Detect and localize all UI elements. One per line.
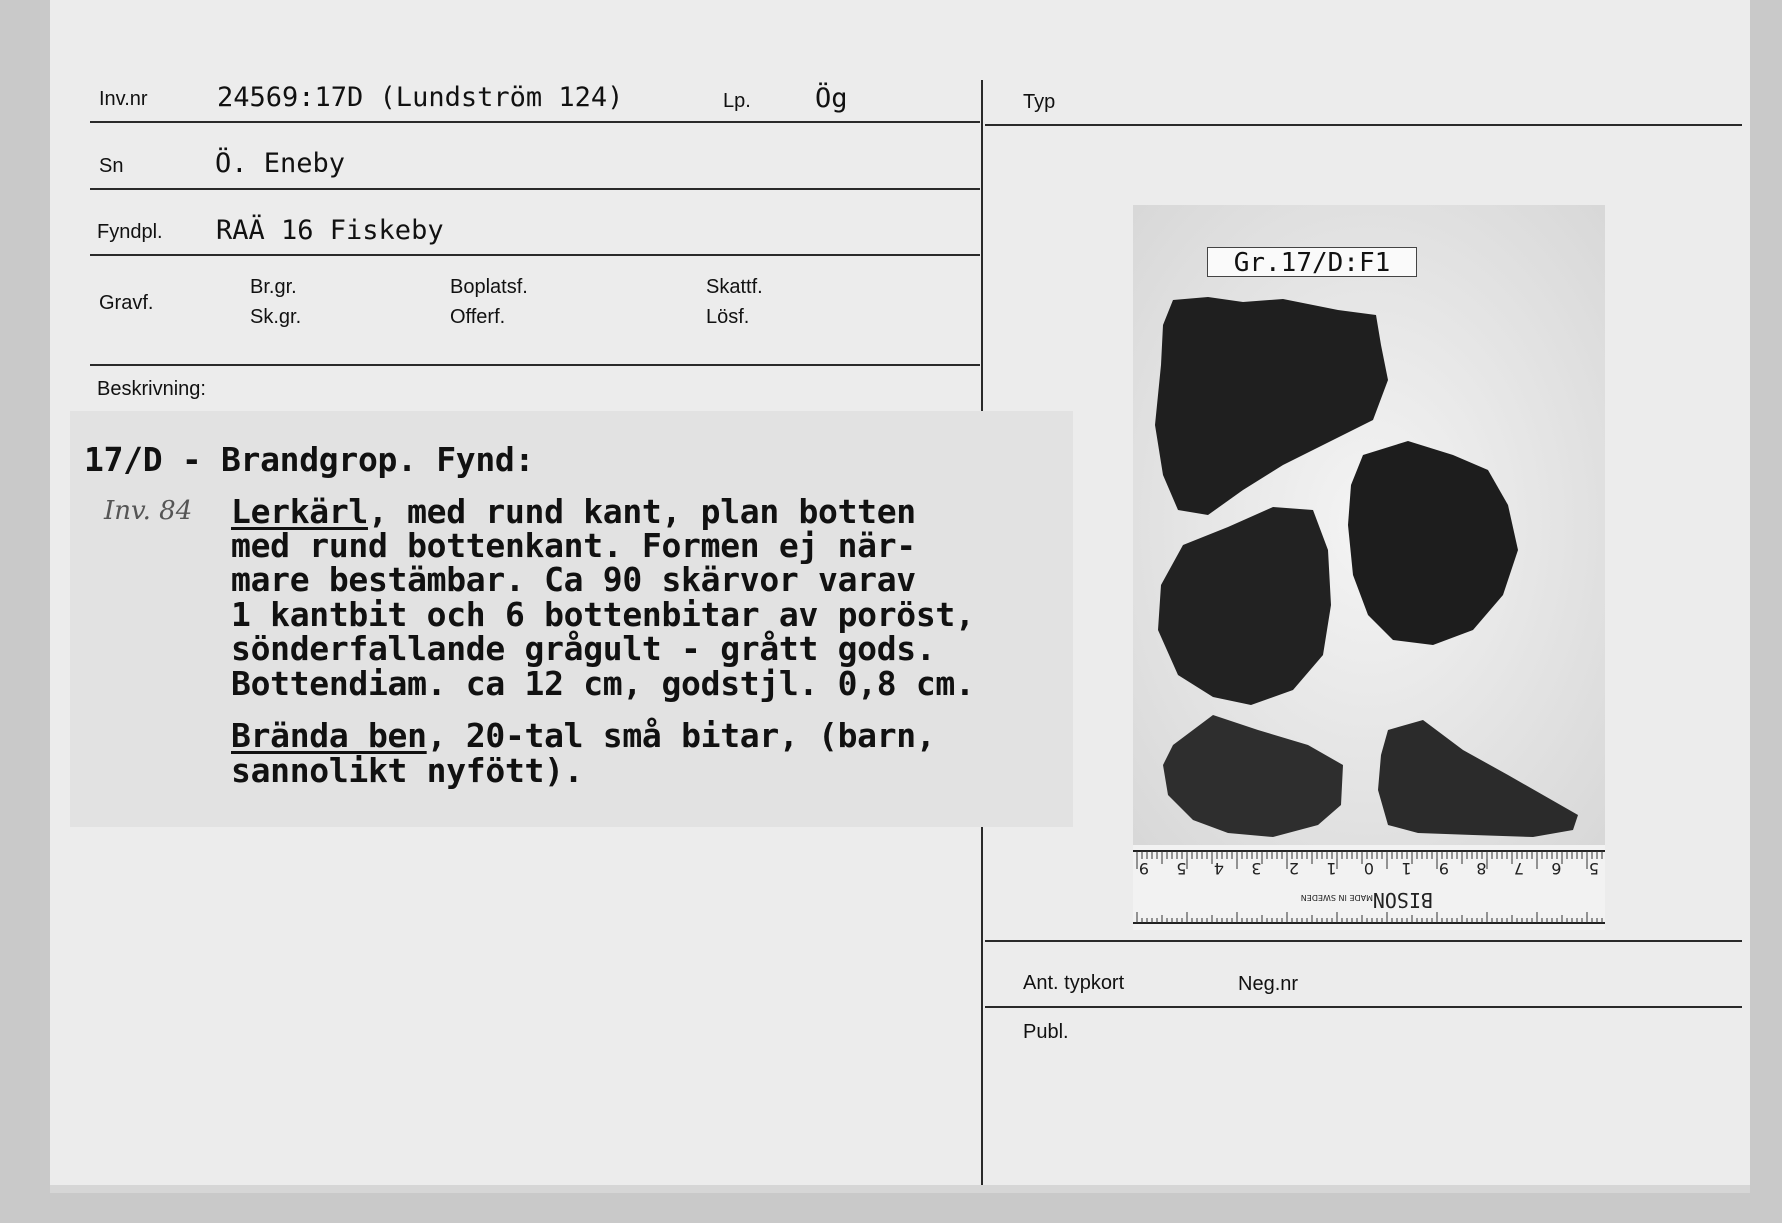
- handwritten-inv-note: Inv. 84: [104, 496, 193, 526]
- ruler-digit: 5: [1176, 859, 1187, 878]
- fyndpl-value: RAÄ 16 Fiskeby: [216, 215, 444, 246]
- boplatsf-label: Boplatsf.: [450, 276, 528, 298]
- description-line: med rund bottenkant. Formen ej när-: [231, 526, 916, 565]
- ruler-digit: 3: [1251, 859, 1262, 878]
- ruler-digit: 6: [1551, 859, 1562, 878]
- item1-rest: , med rund kant, plan botten: [367, 492, 916, 531]
- ant-typkort-label: Ant. typkort: [1023, 972, 1125, 994]
- measuring-ruler: [1133, 845, 1605, 930]
- skattf-label: Skattf.: [706, 276, 763, 298]
- ruler-digit: 8: [1476, 859, 1487, 878]
- sk-gr-label: Sk.gr.: [250, 306, 302, 328]
- rule-line: [985, 1006, 1742, 1008]
- ruler-digit: 7: [1513, 859, 1524, 878]
- lp-label: Lp.: [723, 90, 751, 112]
- item2-rest: , 20-tal små bitar, (barn,: [426, 716, 936, 755]
- description-line: mare bestämbar. Ca 90 skärvor varav: [231, 560, 916, 599]
- sn-label: Sn: [99, 155, 124, 177]
- typ-label: Typ: [1023, 91, 1056, 113]
- card-shadow-edge: [50, 1185, 1750, 1193]
- ruler-digit: 1: [1326, 859, 1337, 878]
- ruler-digit: 2: [1288, 859, 1299, 878]
- ruler-digit: 1: [1401, 859, 1412, 878]
- gravf-label: Gravf.: [99, 292, 154, 314]
- publ-label: Publ.: [1023, 1021, 1069, 1043]
- sn-value: Ö. Eneby: [215, 148, 346, 179]
- ruler-fine-print: MADE IN SWEDEN: [1300, 893, 1373, 902]
- losf-label: Lösf.: [706, 306, 750, 328]
- neg-nr-label: Neg.nr: [1238, 973, 1299, 995]
- ruler-brand: BISON: [1372, 888, 1433, 912]
- ruler-digit: 5: [1588, 859, 1599, 878]
- lp-value: Ög: [815, 83, 848, 114]
- description-item2-first-line: [231, 716, 935, 755]
- offerf-label: Offerf.: [450, 306, 506, 328]
- photo-label: Gr.17/D:F1: [1207, 247, 1417, 277]
- rule-line: [985, 124, 1742, 126]
- description-line: sönderfallande grågult - grått gods.: [231, 629, 936, 668]
- rule-line: [90, 121, 980, 123]
- ruler-digit: 9: [1438, 859, 1449, 878]
- rule-line: [985, 940, 1742, 942]
- rule-line: [90, 188, 980, 190]
- beskrivning-label: Beskrivning:: [97, 378, 206, 400]
- item2-term: Brända ben: [231, 716, 427, 755]
- rule-line: [90, 254, 980, 256]
- sherds-image: [1133, 205, 1605, 845]
- description-line: sannolikt nyfött).: [231, 751, 584, 790]
- inv-nr-value: 24569:17D (Lundström 124): [217, 82, 624, 113]
- description-line: 1 kantbit och 6 bottenbitar av poröst,: [231, 595, 975, 634]
- ruler-digit: 9: [1138, 859, 1149, 878]
- sherd-photograph: [1133, 205, 1605, 930]
- ruler-digit: 4: [1213, 859, 1224, 878]
- fyndpl-label: Fyndpl.: [97, 221, 163, 243]
- br-gr-label: Br.gr.: [250, 276, 297, 298]
- description-line: Bottendiam. ca 12 cm, godstjl. 0,8 cm.: [231, 664, 975, 703]
- item1-term: Lerkärl: [231, 492, 368, 531]
- description-heading: 17/D - Brandgrop. Fynd:: [84, 440, 535, 479]
- rule-line: [90, 364, 980, 366]
- inv-nr-label: Inv.nr: [99, 88, 148, 110]
- ruler-digit: 0: [1363, 859, 1374, 878]
